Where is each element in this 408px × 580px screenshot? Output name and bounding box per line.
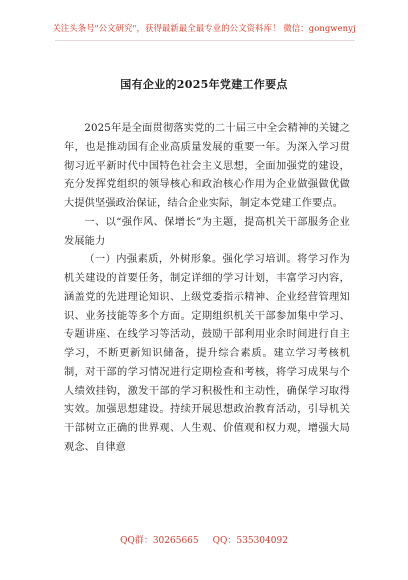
subsection-paragraph-1: （一）内强素质，外树形象。强化学习培训。将学习作为机关建设的首要任务，制定详细的学习计划，丰富学习内容，涵盖党的先进理论知识、上级党委指示精神、企业经营管理知识、业务技能等多个方面。定期组织机关干部参加集中学习、专题讲座、在线学习等活动，鼓励干部利用业余时间进行自主学习，不断更新知识储备，提升综合素质。建立学习考核机制，对干部的学习情况进行定期检查和考核，将学习成果与个人绩效挂钩，激发干部的学习积极性和主动性，确保学习取得实效。加强思想建设。持续开展思想政治教育活动，引导机关干部树立正确的世界观、人生观、价值观和权力观，增强大局观念、自律意 [64, 254, 350, 453]
section-heading-1: 一、以“强作风、保增长”为主题，提高机关干部服务企业发展能力 [64, 216, 350, 247]
document-title: 国有企业的2025年党建工作要点 [120, 78, 288, 91]
footer-contact [0, 533, 408, 546]
intro-paragraph: 2025年是全面贯彻落实党的二十届三中全会精神的关键之年，也是推动国有企业高质量发展的重要一年。为深入学习贯彻习近平新时代中国特色社会主义思想，全面加强党的建设，充分发挥党组织的领导核心和政治核心作用为企业做强做优做大提供坚强政治保证，结合企业实际，制定本党建工作要点。 [64, 123, 350, 209]
header-divider [55, 40, 355, 41]
header-banner: 关注头条号"公文研究"，获得最新最全最专业的公文资料库！ 微信：gongwenyj [52, 23, 356, 33]
document-body [64, 120, 350, 458]
footer-qq-group: QQ群：30265665 [120, 536, 199, 546]
footer-qq: QQ：535304092 [212, 536, 288, 546]
